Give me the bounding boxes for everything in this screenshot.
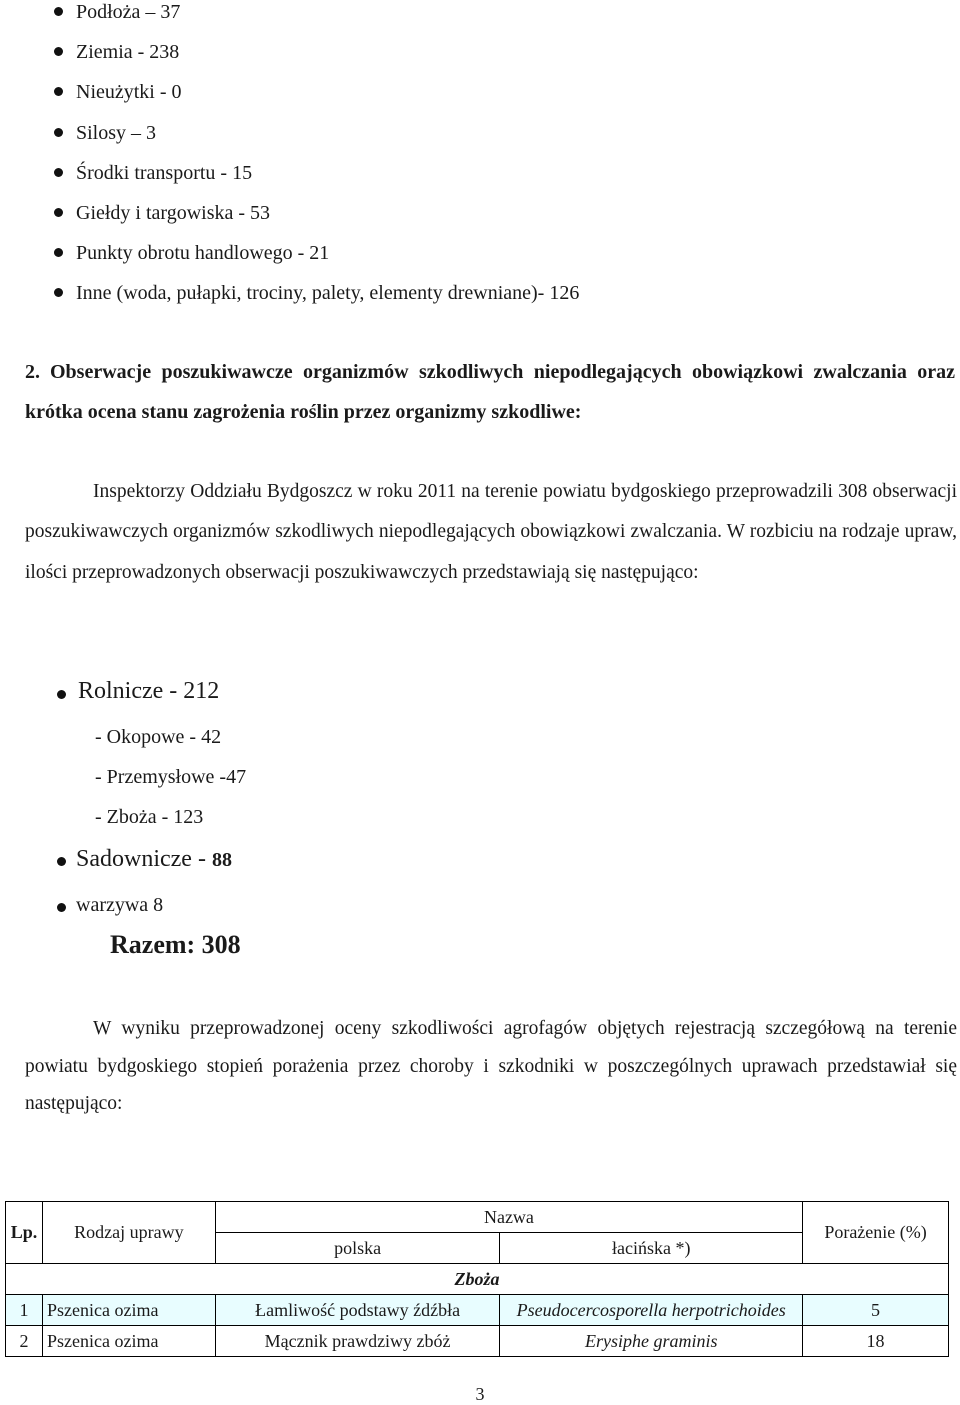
- header-porazenie: Porażenie (%): [803, 1202, 949, 1264]
- crop-rolnicze: Rolnicze - 212: [78, 678, 220, 704]
- total-razem: Razem: 308: [110, 930, 241, 959]
- source-bullet-list: [54, 0, 579, 314]
- list-item: Środki transportu - 15: [54, 153, 579, 193]
- bullet-icon: [57, 690, 66, 699]
- bullet-icon: [57, 903, 66, 912]
- cell-uprawa: Pszenica ozima: [42, 1295, 215, 1326]
- cell-lp: 1: [6, 1295, 43, 1326]
- table-row: [6, 1326, 949, 1357]
- list-item: Silosy – 3: [54, 113, 579, 153]
- cell-porazenie: 18: [803, 1326, 949, 1357]
- section-number: 2.: [25, 361, 40, 383]
- group-zboza: Zboża: [6, 1264, 949, 1295]
- infestation-table: [5, 1201, 949, 1357]
- list-item: Giełdy i targowiska - 53: [54, 193, 579, 233]
- crop-warzywa: warzywa 8: [76, 894, 164, 916]
- crop-zboza: - Zboża - 123: [95, 806, 204, 828]
- page-number: 3: [475, 1384, 485, 1404]
- crop-sadownicze: [76, 846, 232, 873]
- list-item: Nieużytki - 0: [54, 72, 579, 112]
- list-item: Punkty obrotu handlowego - 21: [54, 233, 579, 273]
- cell-polska: Mącznik prawdziwy zbóż: [215, 1326, 500, 1357]
- list-item: Inne (woda, pułapki, trociny, palety, elementy drewniane)- 126: [54, 273, 579, 313]
- crop-przemyslowe: - Przemysłowe -47: [95, 766, 247, 788]
- table-header-row: [6, 1202, 949, 1233]
- assessment-paragraph: W wyniku przeprowadzonej oceny szkodliwości agrofagów objętych rejestracją szczegółową na terenie powiatu bydgoskiego stopień porażenia przez choroby i szkodniki w poszczególnych uprawach przedstawiał się następująco:: [25, 1018, 957, 1114]
- header-lacinska: łacińska *): [500, 1233, 803, 1264]
- cell-lacinska: Erysiphe graminis: [500, 1326, 803, 1357]
- list-item: Ziemia - 238: [54, 32, 579, 72]
- crop-sadownicze-value: 88: [211, 849, 232, 871]
- bullet-icon: [57, 857, 66, 866]
- header-rodzaj-uprawy: Rodzaj uprawy: [42, 1202, 215, 1264]
- list-item: Podłoża – 37: [54, 0, 579, 32]
- section-heading: [25, 352, 955, 432]
- intro-paragraph: Inspektorzy Oddziału Bydgoszcz w roku 2011 na terenie powiatu bydgoskiego przeprowadzili 308 obserwacji poszukiwawczych organizmów szkodliwych niepodlegających obowiązkowi zwalczania. W rozbiciu na rodzaje upraw, ilości przeprowadzonych obserwacji poszukiwawczych przedstawiają się następująco:: [25, 481, 957, 583]
- section-title: Obserwacje poszukiwawcze organizmów szkodliwych niepodlegających obowiązkowi zwalczania oraz krótka ocena stanu zagrożenia roślin przez organizmy szkodliwe:: [25, 361, 955, 423]
- cell-porazenie: 5: [803, 1295, 949, 1326]
- crop-okopowe: - Okopowe - 42: [95, 726, 222, 748]
- cell-lacinska: Pseudocercosporella herpotrichoides: [500, 1295, 803, 1326]
- crop-sadownicze-label: Sadownicze -: [76, 846, 212, 872]
- table-group-row: [6, 1264, 949, 1295]
- header-nazwa: Nazwa: [215, 1202, 802, 1233]
- cell-lp: 2: [6, 1326, 43, 1357]
- header-lp: Lp.: [6, 1202, 43, 1264]
- cell-uprawa: Pszenica ozima: [42, 1326, 215, 1357]
- table-row: [6, 1295, 949, 1326]
- header-polska: polska: [215, 1233, 500, 1264]
- cell-polska: Łamliwość podstawy źdźbła: [215, 1295, 500, 1326]
